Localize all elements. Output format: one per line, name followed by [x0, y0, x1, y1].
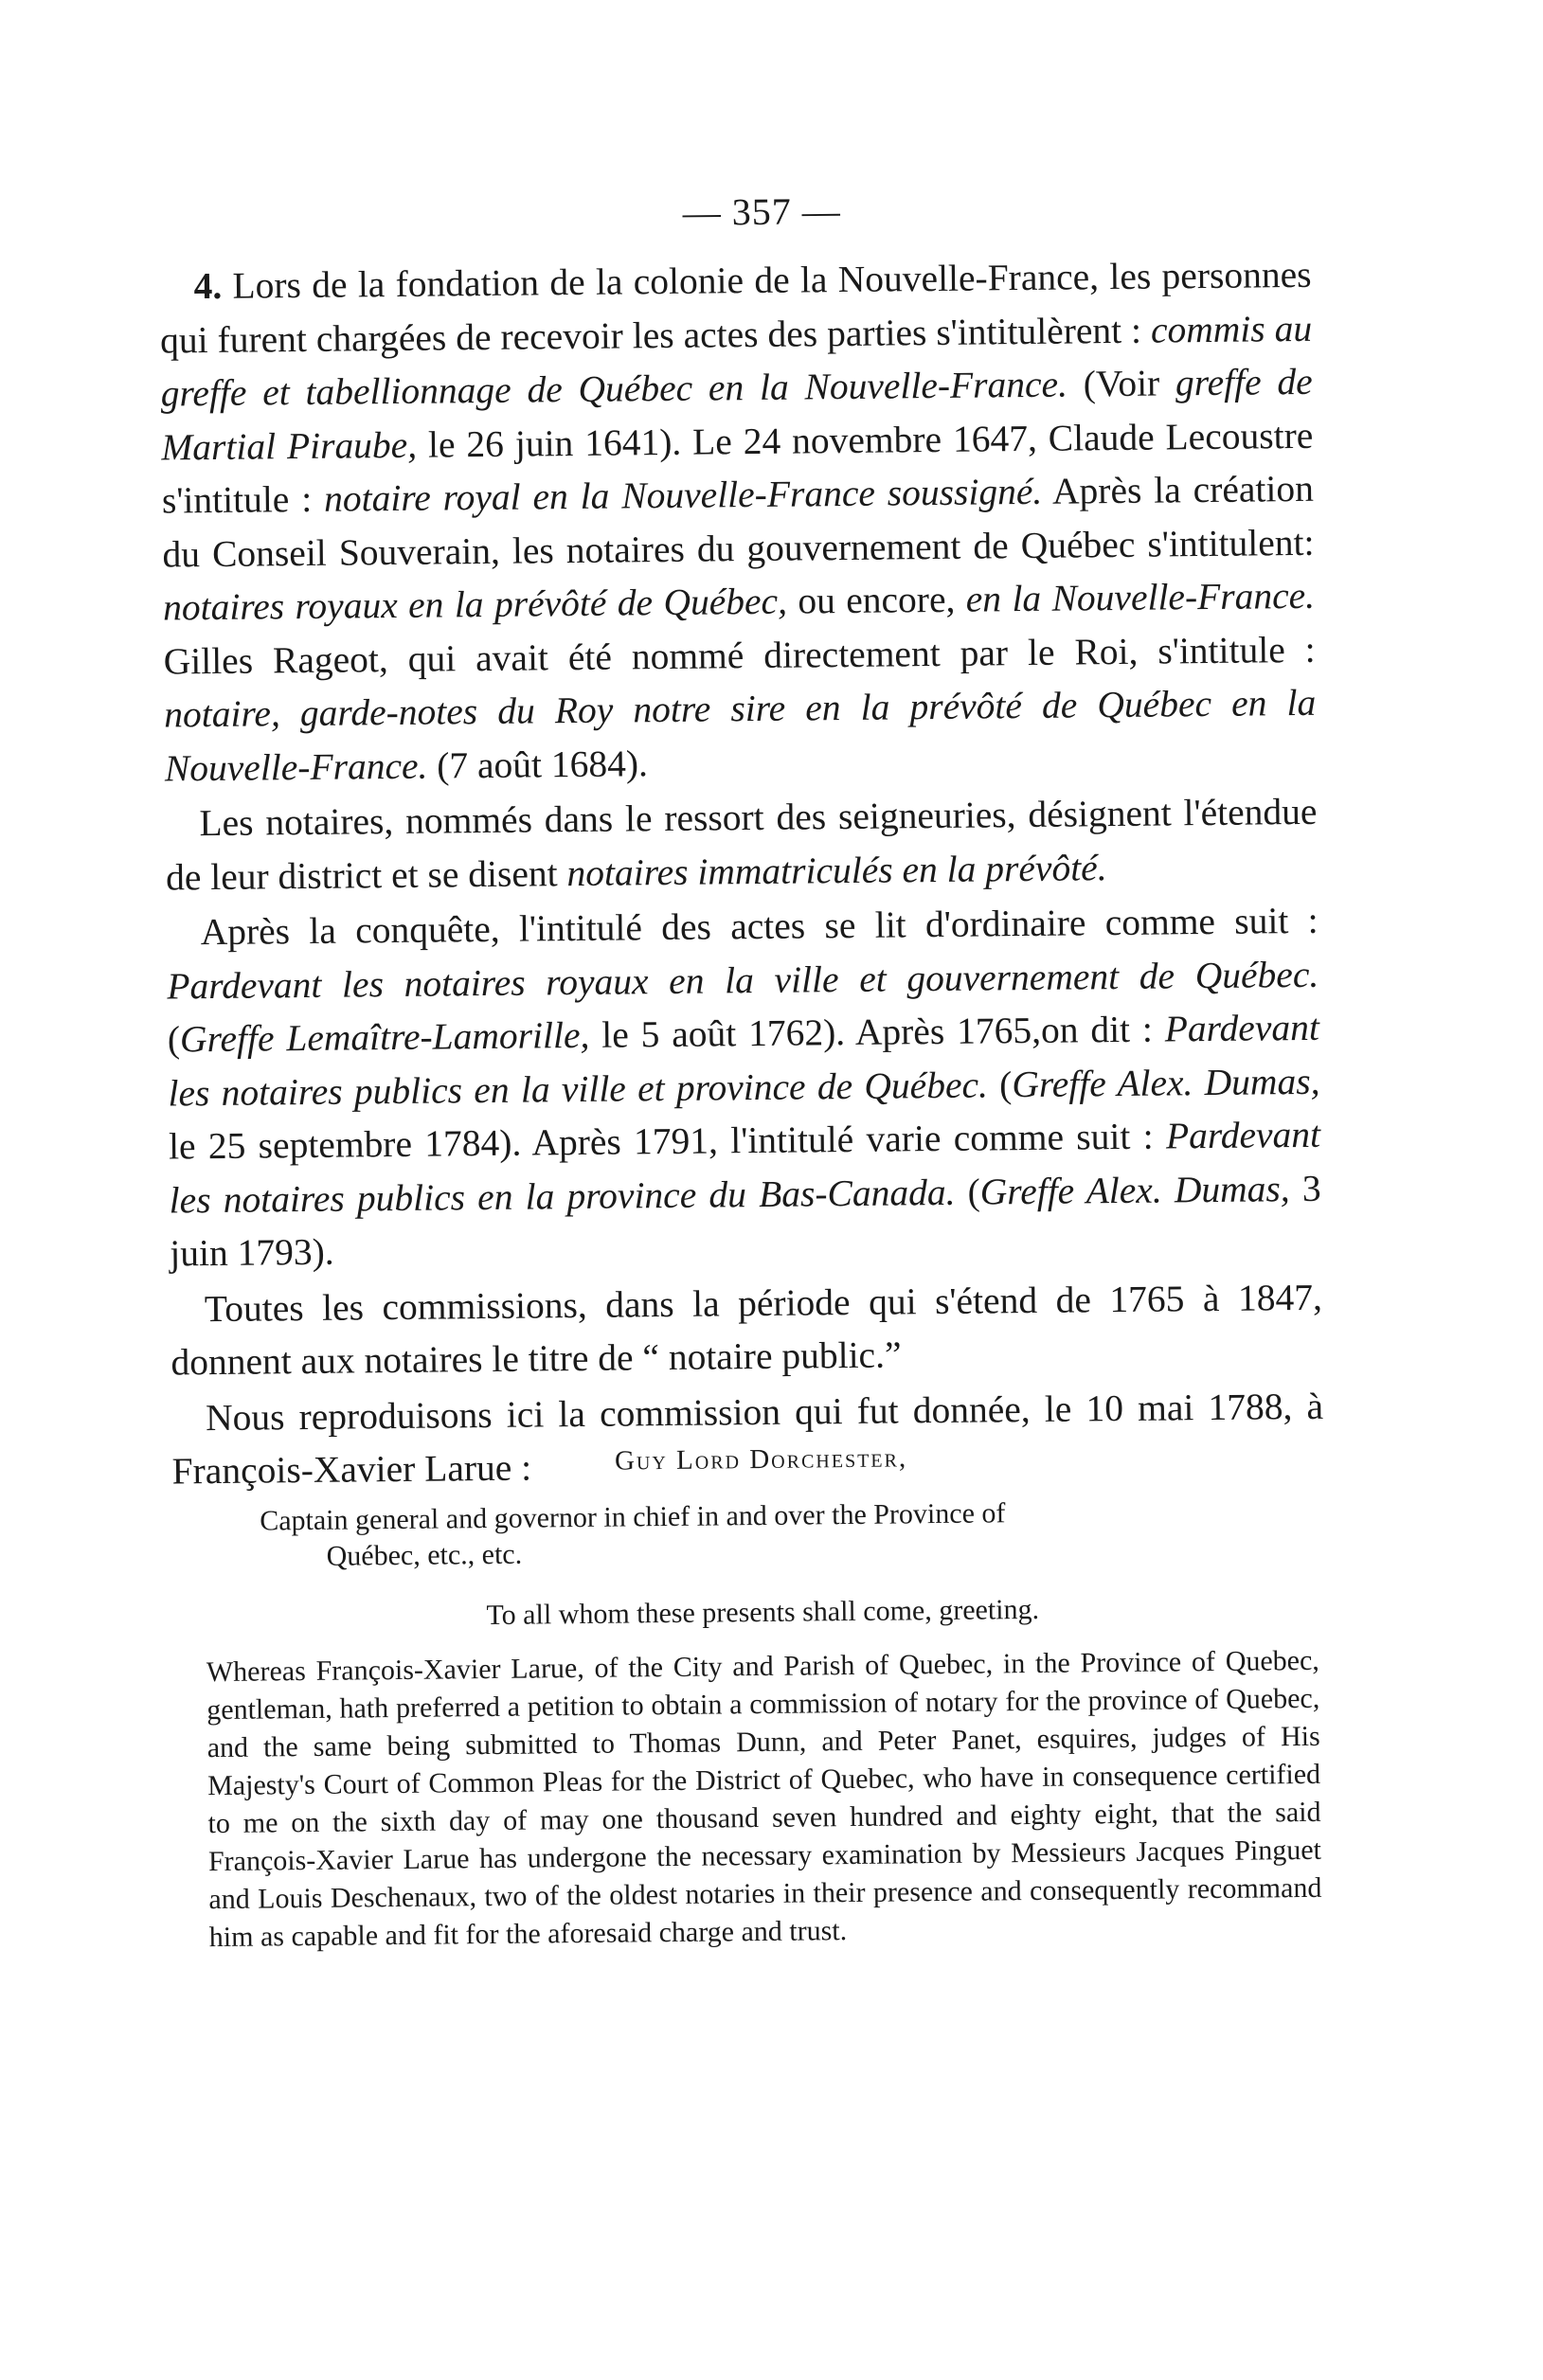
italic-run: notaires royaux en la prévôté de Québec, [162, 580, 788, 629]
commission-whereas-paragraph: Whereas François-Xavier Larue, of the City and Parish of Quebec, in the Province of Quebec, gentleman, hath preferred a petition to obtain a commission of notary for the province of Quebec, and the same being submitted to Thomas Dunn, and Peter Panet, esquires, judges of His Majesty's Court of Common Pleas for the District of Quebec, who have in consequence certified to me on the sixth day of may one thousand seven hundred and eighty eight, that the said François-Xavier Larue has undergone the necessary examination by Messieurs Jacques Pinguet and Louis Deschenaux, two of the oldest notaries in their presence and consequently recommand him as capable and fit for the aforesaid charge and trust. [206, 1644, 1322, 1954]
italic-run: Pardevant les notaires publics en la ville et province de Québec. [168, 1006, 1320, 1115]
italic-run: greffe de Martial Piraube, [161, 360, 1313, 469]
text-run: ou encore, [786, 578, 966, 622]
italic-run: Pardevant les notaires publics en la province du Bas-Canada. [169, 1113, 1321, 1222]
text-run: ( [955, 1171, 980, 1213]
text-run: ( [167, 1018, 181, 1061]
italic-run: notaires immatriculés en la prévôté. [566, 846, 1107, 894]
text-run: Lors de la fondation de la colonie de la Nouvelle-France, les personnes qui furent chargées de recevoir les actes des parties s'intitulèrent : [159, 253, 1312, 362]
commission-text [192, 1436, 1335, 1958]
text-run: Les notaires, nommés dans le ressort des seigneuries, désignent l'étendue de leur district et se disent [165, 790, 1318, 899]
paragraph-les-notaires [165, 785, 1318, 904]
paragraph-toutes-les-commissions: Toutes les commissions, dans la période qui s'étend de 1765 à 1847, donnent aux notaires le titre de “ notaire public.” [170, 1276, 1323, 1384]
body-text [159, 248, 1324, 1498]
paragraph-apres-la-conquete [166, 894, 1321, 1280]
text-run: le 26 juin 1641). Le 24 novembre 1647, Claude Lecoustre s'intitule : [161, 414, 1314, 522]
paragraph-lors-de-la-fondation [159, 248, 1317, 796]
italic-run: Pardevant les notaires royaux en la ville et gouvernement de Québec. [167, 953, 1319, 1008]
text-run: Gilles Rageot, qui avait été nommé directement par le Roi, s'intitule : [163, 628, 1316, 683]
italic-run: Greffe Alex. Dumas, [1012, 1060, 1320, 1105]
text-run: le 25 septembre 1784). Après 1791, l'intitulé varie comme suit : [168, 1115, 1167, 1168]
commission-title-line1: Captain general and governor in chief in and over the Province of [260, 1497, 1006, 1537]
text-run: le 5 août 1762). Après 1765,on dit : [589, 1008, 1165, 1056]
commission-title [260, 1493, 1265, 1575]
page-number: — 357 — [682, 189, 842, 234]
text-run: 3 juin 1793). [170, 1167, 1321, 1275]
commission-heading: Guy Lord Dorchester, [614, 1442, 908, 1476]
commission-greeting: To all whom these presents shall come, greeting. [486, 1593, 1040, 1632]
italic-run: en la Nouvelle-France. [965, 574, 1316, 620]
italic-run: Greffe Lemaître-Lamorille, [179, 1013, 590, 1061]
text-run: Après la conquête, l'intitulé des actes se lit d'ordinaire comme suit : [200, 899, 1319, 954]
paragraph-nous-reproduisons: Nous reproduisons ici la commission qui fut donnée, le 10 mai 1788, à François-Xavier Larue : [171, 1385, 1324, 1493]
text-run: (7 août 1684). [427, 742, 649, 787]
commission-title-line2: Québec, etc., etc. [326, 1538, 523, 1572]
text-run: Après la création du Conseil Souverain, les notaires du gouvernement de Québec s'intitulent: [162, 467, 1315, 576]
italic-run: Greffe Alex. Dumas, [979, 1167, 1290, 1213]
text-run: ( [987, 1063, 1013, 1105]
italic-run: notaire royal en la Nouvelle-France soussigné. [323, 470, 1043, 520]
section-number: 4. [193, 264, 223, 308]
italic-run: notaire, garde-notes du Roy notre sire en la prévôté de Québec en la Nouvelle-France. [164, 681, 1317, 790]
text-run: (Voir [1067, 362, 1176, 405]
italic-run: commis au greffe et tabellionnage de Québec en la Nouvelle-France. [160, 307, 1313, 415]
